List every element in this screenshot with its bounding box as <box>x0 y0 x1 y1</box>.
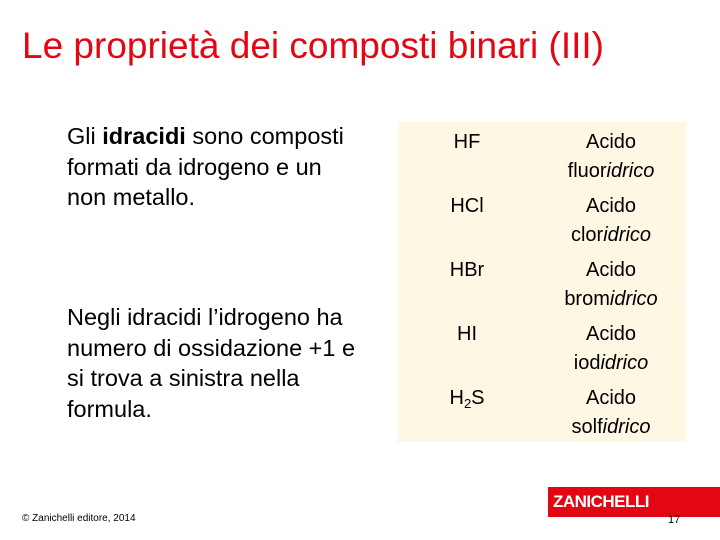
name-root: iod <box>573 352 601 374</box>
name-word: Acido <box>585 259 637 281</box>
table-row <box>398 250 686 314</box>
name-cell <box>536 250 686 314</box>
name-root: brom <box>564 288 610 310</box>
formula-cell: HCl <box>450 195 484 217</box>
paragraph-definition-end: sono composti formati da idrogeno e un non metallo. <box>67 123 344 210</box>
page-number: 17 <box>668 514 681 526</box>
name-suffix: idrico <box>606 160 655 182</box>
formula-subscript: 2 <box>463 396 472 411</box>
name-word: Acido <box>585 131 637 153</box>
name-word: Acido <box>585 323 637 345</box>
slide-title: Le proprietà dei composti binari (III) <box>22 25 604 66</box>
acids-table <box>398 122 686 442</box>
name-suffix: idrico <box>609 288 658 310</box>
formula-cell: HBr <box>449 259 485 281</box>
name-cell <box>536 186 686 250</box>
name-suffix: idrico <box>603 224 652 246</box>
formula-cell: HI <box>457 323 477 345</box>
name-cell <box>536 314 686 378</box>
name-suffix: idrico <box>602 416 651 438</box>
paragraph-definition <box>67 121 367 213</box>
keyword-idracidi: idracidi <box>102 123 186 149</box>
name-word: Acido <box>585 387 637 409</box>
table-row <box>398 122 686 186</box>
copyright-notice: © Zanichelli editore, 2014 <box>22 513 136 524</box>
name-suffix: idrico <box>600 352 649 374</box>
table-row <box>398 378 686 442</box>
formula-cell: HF <box>453 131 481 153</box>
name-root: solf <box>571 416 603 438</box>
paragraph-oxidation: Negli idracidi l’idrogeno ha numero di ossidazione +1 e si trova a sinistra nella formula. <box>67 304 356 422</box>
paragraph-definition-start: Gli <box>67 123 103 149</box>
table-row <box>398 186 686 250</box>
name-cell <box>536 378 686 442</box>
name-cell <box>536 122 686 186</box>
name-root: fluor <box>567 160 607 182</box>
formula-cell <box>398 378 536 411</box>
logo-text: ZANICHELLI <box>552 492 650 511</box>
zanichelli-logo <box>548 487 720 517</box>
formula-main: H <box>449 387 464 409</box>
table-row <box>398 314 686 378</box>
name-word: Acido <box>585 195 637 217</box>
formula-end: S <box>471 387 485 409</box>
name-root: clor <box>570 224 604 246</box>
